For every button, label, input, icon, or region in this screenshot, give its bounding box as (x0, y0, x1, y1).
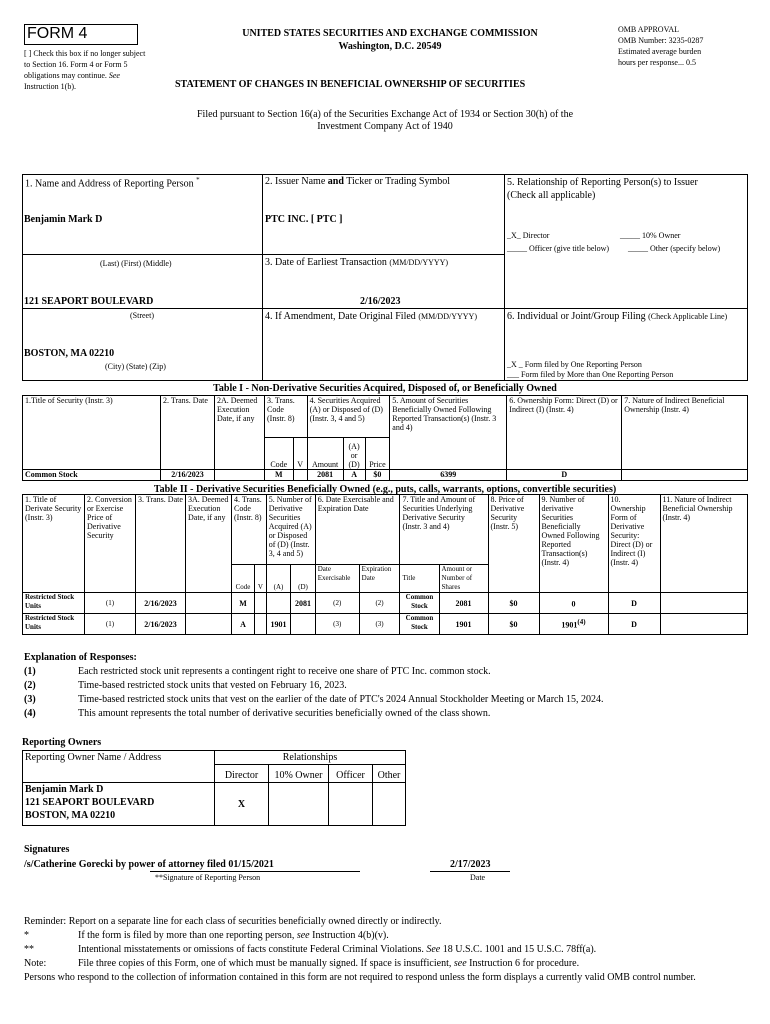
agency-name: UNITED STATES SECURITIES AND EXCHANGE COMMISSION (242, 28, 538, 39)
table2: 1. Title of Derivate Security (Instr. 3) 2. Conversion or Exercise Price of Derivative Security 3. Trans. Date 3A. Deemed Execution Date, if any 4. Trans. Code (Instr. 8) 5. Number of Derivative Securities Acquired (A) or Disposed of (D) (Instr. 3, 4 and 5) 6. Date Exercisable and Expiration Date 7. Title and Amount of Securities Underlying Derivative Security (Instr. 3 and 4) 8. Price of Derivative Security (Instr. 5) 9. Number of derivative Securities Beneficially Owned Following Reported Transaction(s) (Instr. 4) 10. Ownership Form of Derivative Security: Direct (D) or Indirect (I) (Instr. 4) 11. Nature of Indirect Beneficial Ownership (Instr. 4) Code V (A) (D) Date Exercisable Expiration Date Title Amount or Number of Shares Restricted Stock Units (1) 2/16/2023 M 2081 (2) (2) Common Stock 2081 $0 0 D Restricted Stock Units (1) 2/16/2023 A 1901 (3) (3) Common Stock 1901 $0 1901$^{(4)}$ D (22, 494, 748, 635)
earliest-transaction-date: 2/16/2023 (360, 296, 401, 307)
reporting-info-grid (22, 174, 748, 381)
reporting-person-name: Benjamin Mark D (24, 214, 103, 225)
issuer-name: PTC INC. [ PTC ] (265, 214, 343, 225)
street-caption: (Street) (130, 311, 154, 320)
table1: 1.Title of Security (Instr. 3) 2. Trans. Date 2A. Deemed Execution Date, if any 3. Trans. Code (Instr. 8) 4. Securities Acquired (A) or Disposed of (D) (Instr. 3, 4 and 5) 5. Amount of Securities Beneficially Owned Following Reported Transaction(s) (Instr. 3 and 4) 6. Ownership Form: Direct (D) or Indirect (I) (Instr. 4) 7. Nature of Indirect Beneficial Ownership (Instr. 4) Code V Amount (A) or (D) Price Common Stock 2/16/2023 M 2081 A $0 6399 D (22, 395, 748, 481)
reporting-city: BOSTON, MA 02210 (24, 348, 115, 359)
filing-option-1: _X _ Form filed by One Reporting Person (507, 360, 642, 369)
explanations-title: Explanation of Responses: (24, 652, 137, 663)
form-title-box (24, 24, 138, 45)
box4-label: 4. If Amendment, Date Original Filed (MM/DD/YYYY) (265, 311, 477, 322)
relationship-owner: _____ 10% Owner (620, 231, 681, 240)
owner-row: Benjamin Mark D 121 SEAPORT BOULEVARD BOSTON, MA 02210 X (23, 783, 406, 826)
explanations-list (24, 665, 604, 721)
city-caption: (City) (State) (Zip) (105, 362, 166, 371)
explanation-item: (4) This amount represents the total number of derivative securities beneficially owned of the class shown. (24, 708, 491, 719)
filed-pursuant: Filed pursuant to Section 16(a) of the Securities Exchange Act of 1934 or Section 30(h) of the Investment Company Act of 1940 (196, 109, 574, 132)
explanation-item: (1) Each restricted stock unit represents a contingent right to receive one share of PTC Inc. common stock. (24, 666, 491, 677)
divider (22, 308, 748, 309)
box2-label: 2. Issuer Name and Ticker or Trading Symbol (265, 176, 451, 187)
signature-caption: **Signature of Reporting Person (155, 873, 261, 882)
box1-label: 1. Name and Address of Reporting Person * (25, 176, 200, 190)
explanation-item: (3) Time-based restricted stock units that vest on the earlier of the date of PTC's 2024 Annual Stockholder Meeting or March 15, 2024. (24, 694, 604, 705)
table2-title: Table II - Derivative Securities Beneficially Owned (e.g., puts, calls, warrants, options, convertible securities) (153, 484, 617, 495)
explanation-item: (2) Time-based restricted stock units that vested on February 16, 2023. (24, 680, 347, 691)
form-title: FORM 4 (27, 25, 88, 42)
date-caption: Date (470, 873, 486, 882)
divider (504, 174, 505, 381)
table2-row: Restricted Stock Units (1) 2/16/2023 A 1901 (3) (3) Common Stock 1901 $0 1901$^{(4)}$ D (23, 614, 748, 635)
relationship-other: _____ Other (specify below) (628, 244, 721, 253)
table1-row: Common Stock 2/16/2023 M 2081 A $0 6399 D (23, 470, 748, 481)
reporting-street: 121 SEAPORT BOULEVARD (24, 296, 154, 307)
footer: Reminder: Report on a separate line for each class of securities beneficially owned directly or indirectly. * If the form is filed by more than one reporting person, see Instruction 4(b)(v). ** Intentional misstatements or omissions of facts constitute Federal Criminal Violations. See 18 U.S.C. 1001 and 15 U.S.C. 78ff(a). Note: File three copies of this Form, one of which must be manually signed. If space is insufficient, see Instruction 6 for procedure. Persons who respond to the collection of information contained in this form are not required to respond unless the form displays a currently valid OMB control number. (24, 916, 696, 983)
filing-option-2: ___ Form filed by More than One Reporting Person (507, 370, 674, 379)
signature-rule (150, 871, 360, 872)
box6-label: 6. Individual or Joint/Group Filing (Check Applicable Line) (507, 311, 728, 322)
divider (22, 254, 263, 255)
signature-line: /s/Catherine Gorecki by power of attorney filed 01/15/2021 (24, 859, 274, 870)
table2-row: Restricted Stock Units (1) 2/16/2023 M 2081 (2) (2) Common Stock 2081 $0 0 D (23, 593, 748, 614)
statement-title: STATEMENT OF CHANGES IN BENEFICIAL OWNERSHIP OF SECURITIES (175, 79, 526, 90)
date-rule (430, 871, 510, 872)
signatures-title: Signatures (24, 844, 70, 855)
relationship-director: _X_ Director (507, 231, 550, 240)
omb-approval: OMB APPROVAL OMB Number: 3235-0287 Estimated average burden hours per response... 0.5 (618, 25, 704, 67)
box5-label: 5. Relationship of Reporting Person(s) to Issuer (Check all applicable) (507, 177, 698, 201)
table1-title: Table I - Non-Derivative Securities Acquired, Disposed of, or Beneficially Owned (213, 383, 557, 394)
agency-location: Washington, D.C. 20549 (338, 41, 442, 52)
divider (262, 174, 263, 381)
name-caption: (Last) (First) (Middle) (100, 259, 172, 268)
owners-title: Reporting Owners (22, 737, 102, 748)
divider (262, 254, 505, 255)
signature-date: 2/17/2023 (450, 859, 491, 870)
owners-table: Reporting Owner Name / Address Relationships Director 10% Owner Officer Other Benjamin Mark D 121 SEAPORT BOULEVARD BOSTON, MA 02210 X (22, 750, 406, 826)
relationship-officer: _____ Officer (give title below) (507, 244, 610, 253)
checkbox-note: [ ] Check this box if no longer subject to Section 16. Form 4 or Form 5 obligations may continue. See Instruction 1(b). (24, 49, 146, 91)
box3-label: 3. Date of Earliest Transaction (MM/DD/YYYY) (265, 257, 449, 268)
